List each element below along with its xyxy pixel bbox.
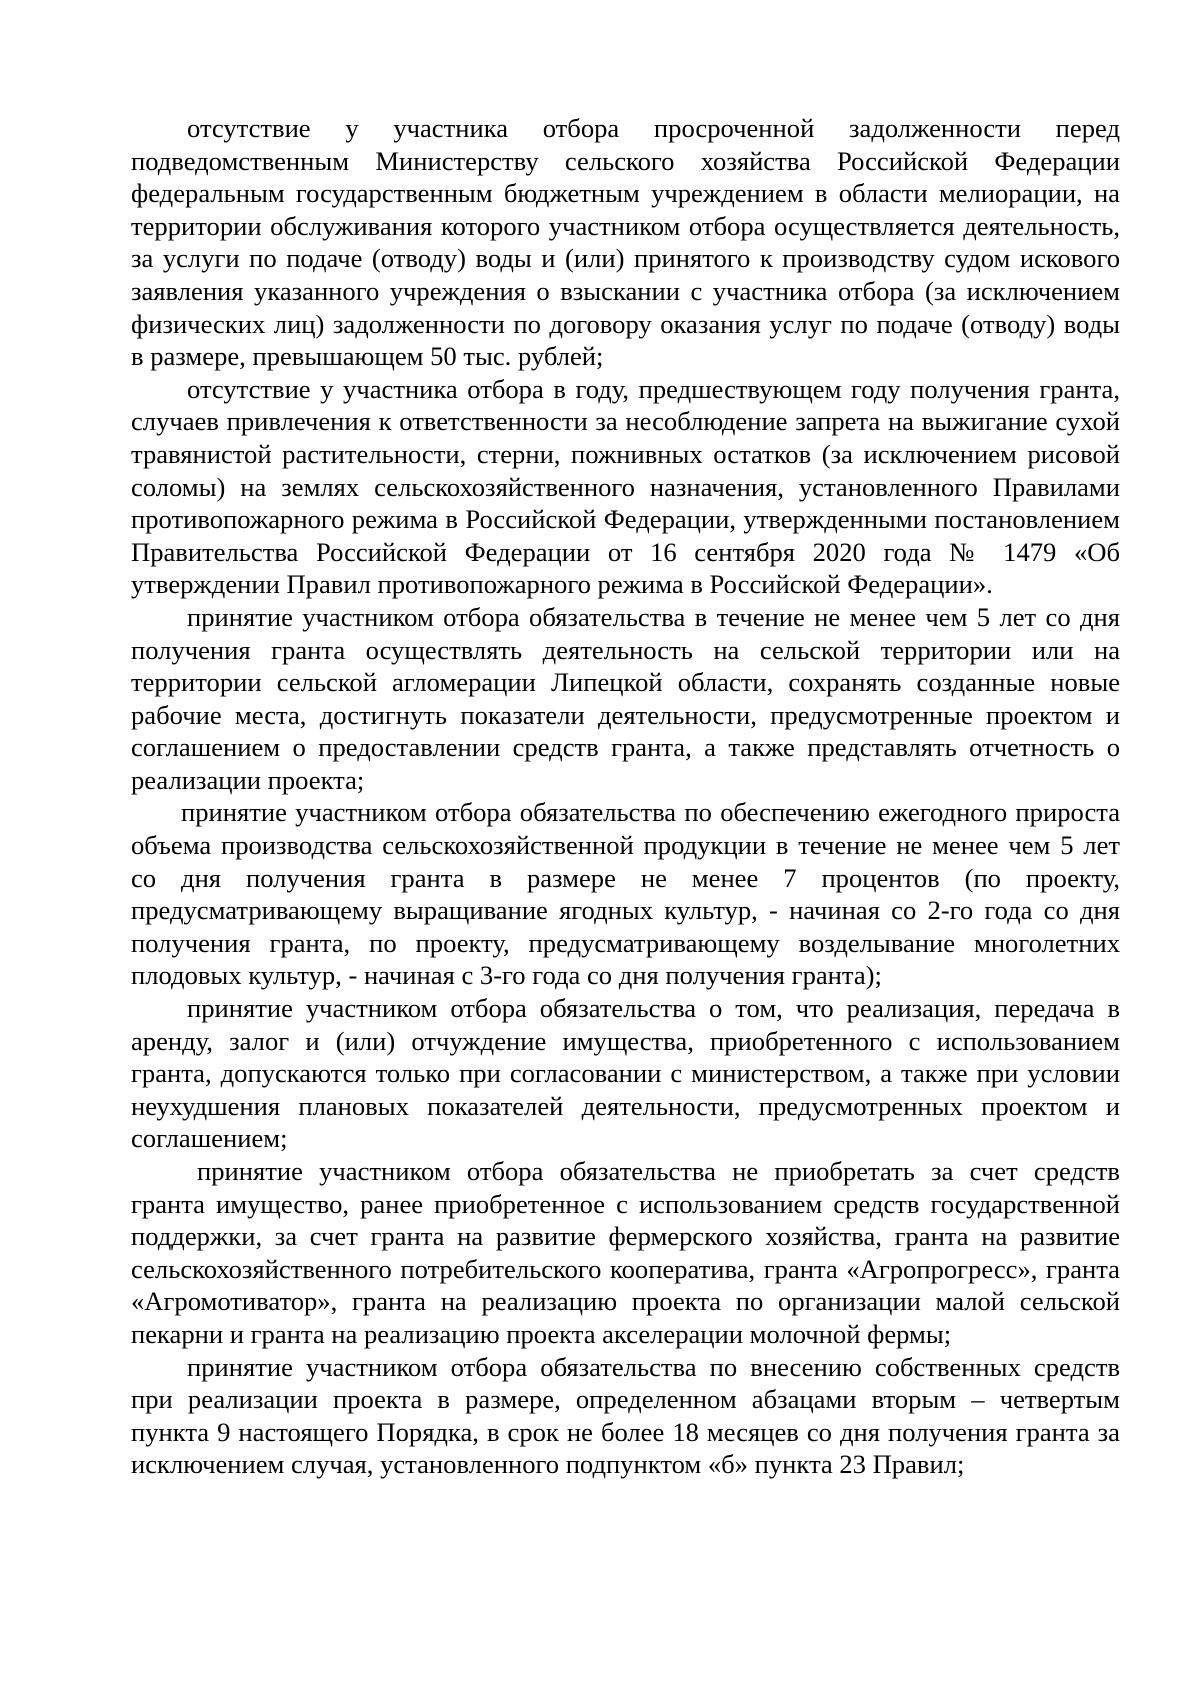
paragraph-7: принятие участником отбора обязательства по внесению собственных средств при реализации проекта в размере, определенном абзацами вторым – четвертым пункта 9 настоящего Порядка, в срок не более 18 месяцев со дня получения гранта за исключением случая, установленного подпунктом «б» пункта 23 Правил; <box>131 1351 1120 1480</box>
paragraph-3: принятие участником отбора обязательства в течение не менее чем 5 лет со дня получения гранта осуществлять деятельность на сельской территории или на территории сельской агломерации Липецкой области, сохранять созданные новые рабочие места, достигнуть показатели деятельности, предусмотренные проектом и соглашением о предоставлении средств гранта, а также представлять отчетность о реализации проекта; <box>131 601 1120 795</box>
paragraph-5: принятие участником отбора обязательства о том, что реализация, передача в аренду, залог и (или) отчуждение имущества, приобретенного с использованием гранта, допускаются только при согласовании с министерством, а также при условии неухудшения плановых показателей деятельности, предусмотренных проектом и соглашением; <box>131 993 1120 1154</box>
paragraph-4: принятие участником отбора обязательства по обеспечению ежегодного прироста объема производства сельскохозяйственной продукции в течение не менее чем 5 лет со дня получения гранта в размере не менее 7 процентов (по проекту, предусматривающему выращивание ягодных культур, - начиная со 2-го года со дня получения гранта, по проекту, предусматривающему возделывание многолетних плодовых культур, - начиная с 3-го года со дня получения гранта); <box>131 797 1120 991</box>
paragraph-2: отсутствие у участника отбора в году, предшествующем году получения гранта, случаев привлечения к ответственности за несоблюдение запрета на выжигание сухой травянистой растительности, стерни, пожнивных остатков (за исключением рисовой соломы) на землях сельскохозяйственного назначения, установленного Правилами противопожарного режима в Российской Федерации, утвержденными постановлением Правительства Российской Федерации от 16 сентября 2020 года № 1479 «Об утверждении Правил противопожарного режима в Российской Федерации». <box>131 373 1120 600</box>
paragraph-1: отсутствие у участника отбора просроченной задолженности перед подведомственным Министерству сельского хозяйства Российской Федерации федеральным государственным бюджетным учреждением в области мелиорации, на территории обслуживания которого участником отбора осуществляется деятельность, за услуги по подаче (отводу) воды и (или) принятого к производству судом искового заявления указанного учреждения о взыскании с участника отбора (за исключением физических лиц) задолженности по договору оказания услуг по подаче (отводу) воды в размере, превышающем 50 тыс. рублей; <box>131 113 1120 372</box>
document-body <box>131 112 1120 1481</box>
paragraph-6: принятие участником отбора обязательства не приобретать за счет средств гранта имущество, ранее приобретенное с использованием средств государственной поддержки, за счет гранта на развитие фермерского хозяйства, гранта на развитие сельскохозяйственного потребительского кооператива, гранта «Агропрогресс», гранта «Агромотиватор», гранта на реализацию проекта по организации малой сельской пекарни и гранта на реализацию проекта акселерации молочной фермы; <box>131 1156 1120 1349</box>
